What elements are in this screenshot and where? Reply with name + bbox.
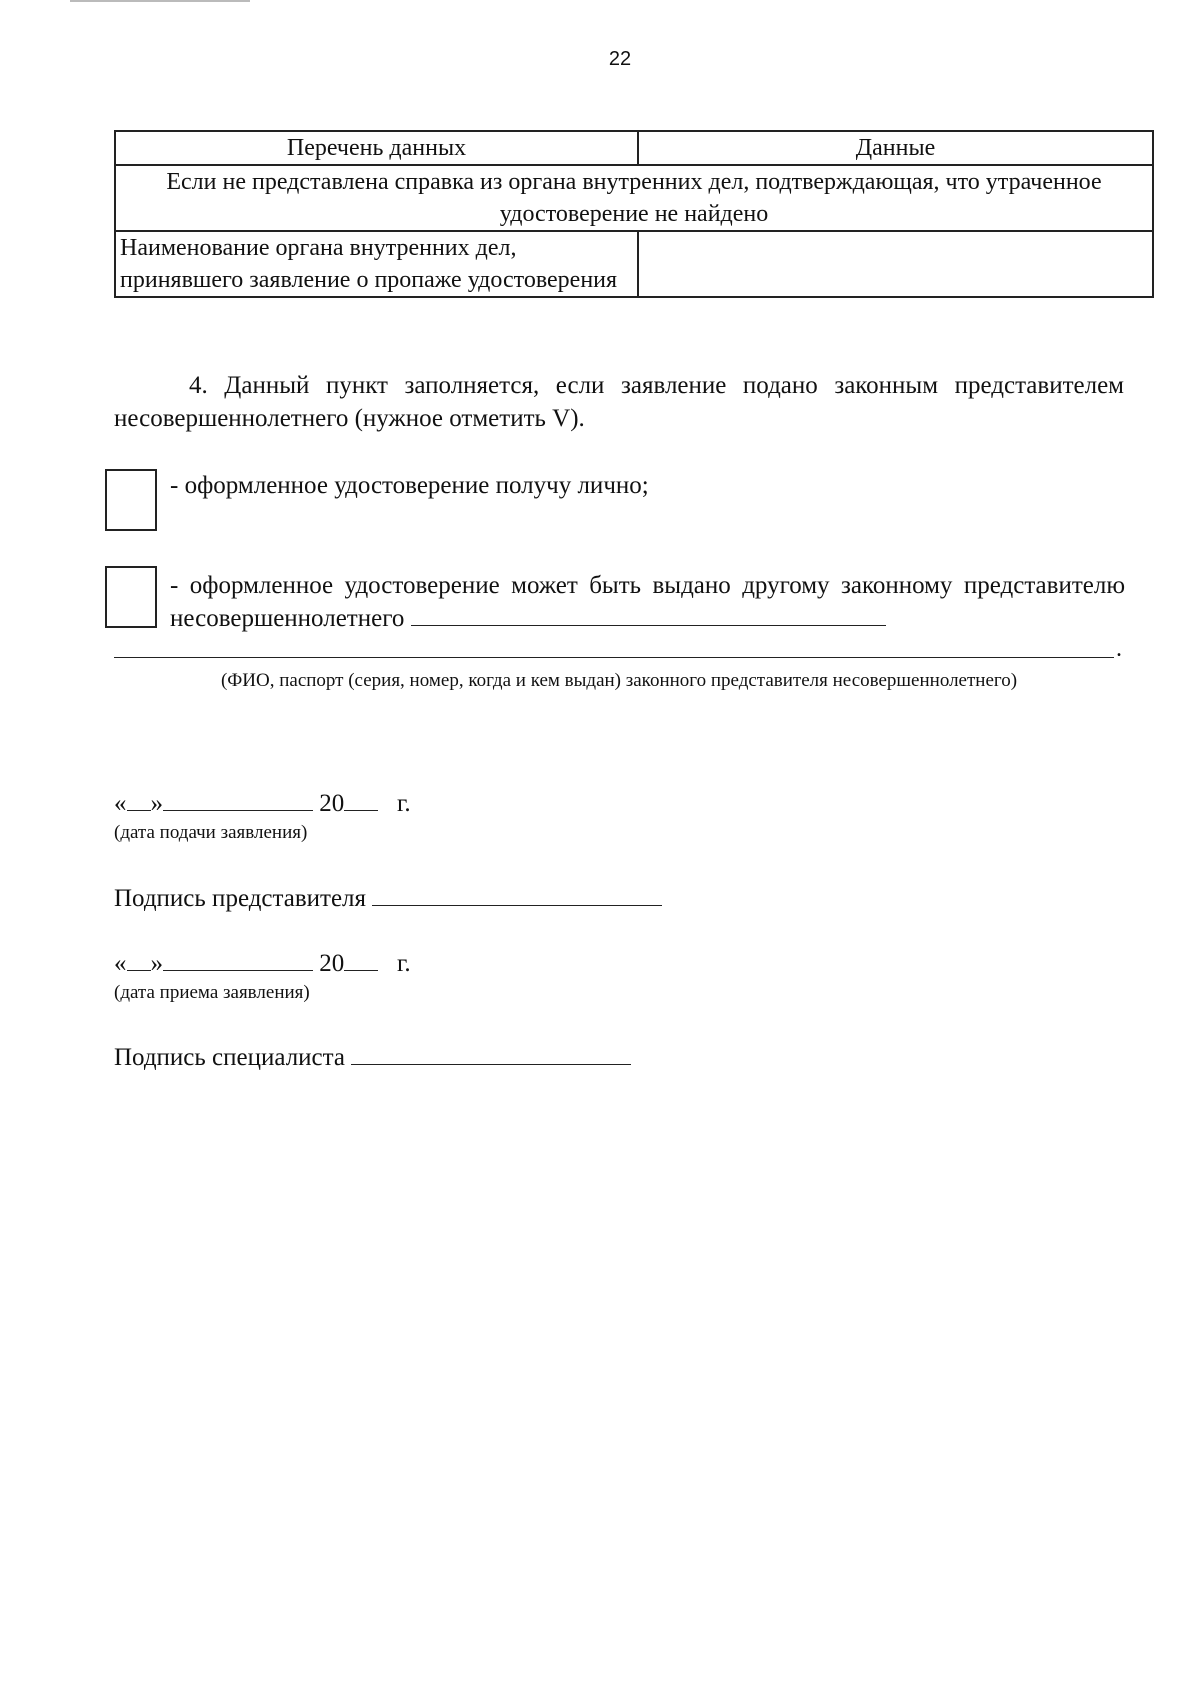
table-row: [115, 231, 1153, 297]
checkbox-receive-personally[interactable]: [105, 469, 157, 531]
specialist-signature-row: [114, 1042, 631, 1072]
specialist-signature-label: Подпись специалиста: [114, 1044, 345, 1071]
option-other-representative: [170, 569, 1125, 635]
option-receive-personally: - оформленное удостоверение получу лично;: [170, 472, 649, 499]
scan-artifact-line: [70, 0, 250, 2]
month-field[interactable]: [163, 948, 313, 971]
open-quote: «: [114, 950, 127, 977]
year-prefix: 20: [319, 790, 345, 817]
representative-signature-label: Подпись представителя: [114, 885, 367, 912]
section-4-text: 4. Данный пункт заполняется, если заявление подано законным представителем несовершеннолетнего (нужное отметить V).: [114, 372, 1124, 432]
row-value-field[interactable]: [638, 231, 1153, 297]
acceptance-date: [114, 948, 411, 978]
year-prefix: 20: [319, 950, 345, 977]
table-header-row: [115, 131, 1153, 165]
specialist-signature-field[interactable]: [351, 1042, 631, 1065]
month-field[interactable]: [163, 788, 313, 811]
data-table: [114, 130, 1154, 298]
representative-signature-field[interactable]: [372, 883, 662, 906]
day-field[interactable]: [127, 788, 151, 811]
close-quote: »: [150, 790, 163, 817]
year-suffix: г.: [397, 950, 411, 977]
line-end-dot: .: [1116, 636, 1122, 662]
option-other-representative-text: - оформленное удостоверение может быть выдано другому законному представителю несовершеннолетнего: [170, 572, 1125, 632]
page-number: 22: [608, 48, 632, 70]
table-merged-row: [115, 165, 1153, 231]
checkbox-other-representative[interactable]: [105, 566, 157, 628]
fio-caption: (ФИО, паспорт (серия, номер, когда и кем выдан) законного представителя несовершеннолетнего): [220, 670, 1018, 691]
close-quote: »: [150, 950, 163, 977]
header-data: Данные: [638, 131, 1153, 165]
day-field[interactable]: [127, 948, 151, 971]
submission-date: [114, 788, 411, 818]
representative-signature-row: [114, 883, 662, 913]
open-quote: «: [114, 790, 127, 817]
header-data-list: Перечень данных: [115, 131, 638, 165]
submission-date-caption: (дата подачи заявления): [114, 822, 308, 843]
year-suffix: г.: [397, 790, 411, 817]
acceptance-date-caption: (дата приема заявления): [114, 982, 310, 1003]
year-field[interactable]: [344, 948, 378, 971]
representative-fill-line[interactable]: [411, 603, 886, 626]
year-field[interactable]: [344, 788, 378, 811]
condition-text: Если не представлена справка из органа внутренних дел, подтверждающая, что утраченное удостоверение не найдено: [115, 165, 1153, 231]
representative-fio-line[interactable]: [114, 657, 1114, 658]
row-label-internal-affairs: Наименование органа внутренних дел, принявшего заявление о пропаже удостоверения: [115, 231, 638, 297]
